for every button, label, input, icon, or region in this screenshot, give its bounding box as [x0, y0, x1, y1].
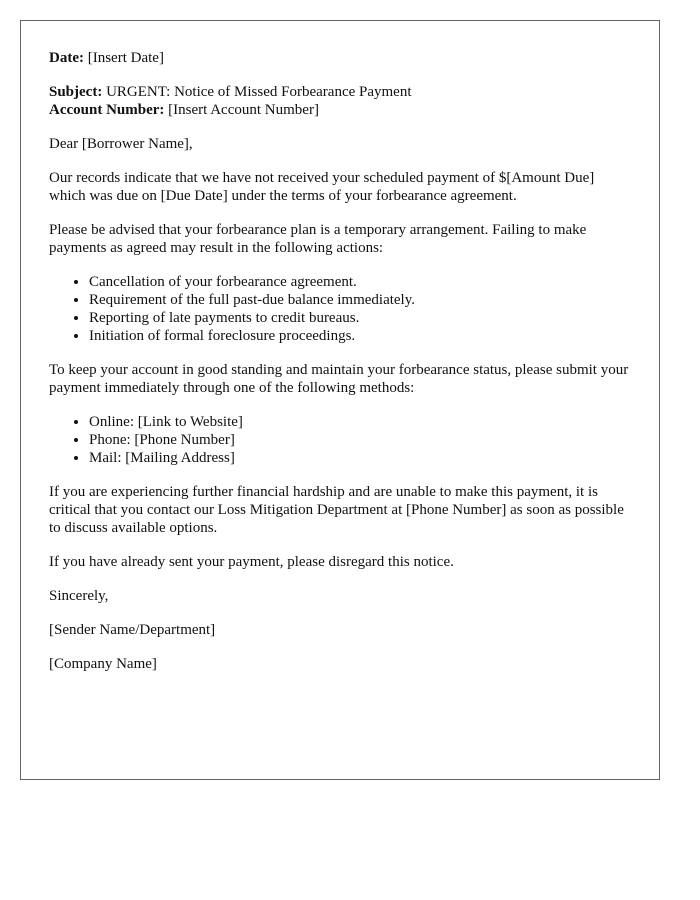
date-label: Date: [49, 50, 84, 66]
subject-line [49, 83, 631, 101]
list-item: • Initiation of formal foreclosure proceedings. [89, 327, 631, 345]
list-item: • Phone: [Phone Number] [89, 431, 631, 449]
signature-sender: [Sender Name/Department] [49, 622, 216, 638]
date-line [49, 49, 631, 67]
subject-label: Subject: [49, 84, 103, 100]
list-item: • Reporting of late payments to credit bureaus. [89, 309, 631, 327]
paragraph-payment-instructions: To keep your account in good standing and maintain your forbearance status, please submit your payment immediately through one of the following methods: [49, 362, 629, 396]
date-value: [Insert Date] [87, 50, 164, 66]
payment-methods-list [49, 413, 631, 467]
consequences-list [49, 273, 631, 345]
list-item: • Cancellation of your forbearance agreement. [89, 273, 631, 291]
list-item: • Online: [Link to Website] [89, 413, 631, 431]
paragraph-disregard: If you have already sent your payment, please disregard this notice. [49, 554, 454, 570]
salutation: Dear [Borrower Name], [49, 136, 193, 152]
account-number-line [49, 101, 631, 119]
signature-company: [Company Name] [49, 656, 157, 672]
list-item: • Requirement of the full past-due balance immediately. [89, 291, 631, 309]
closing: Sincerely, [49, 588, 109, 604]
paragraph-missed-payment: Our records indicate that we have not received your scheduled payment of $[Amount Due] which was due on [Due Date] under the terms of your forbearance agreement. [49, 170, 595, 204]
list-item: • Mail: [Mailing Address] [89, 449, 631, 467]
letter-page [20, 20, 660, 780]
account-number-value: [Insert Account Number] [168, 102, 319, 118]
account-number-label: Account Number: [49, 102, 165, 118]
paragraph-hardship: If you are experiencing further financial hardship and are unable to make this payment, it is critical that you contact our Loss Mitigation Department at [Phone Number] as soon as possible to discuss available options. [49, 484, 624, 536]
subject-value: URGENT: Notice of Missed Forbearance Payment [106, 84, 412, 100]
paragraph-forbearance-warning: Please be advised that your forbearance plan is a temporary arrangement. Failing to make payments as agreed may result in the following actions: [49, 222, 587, 256]
